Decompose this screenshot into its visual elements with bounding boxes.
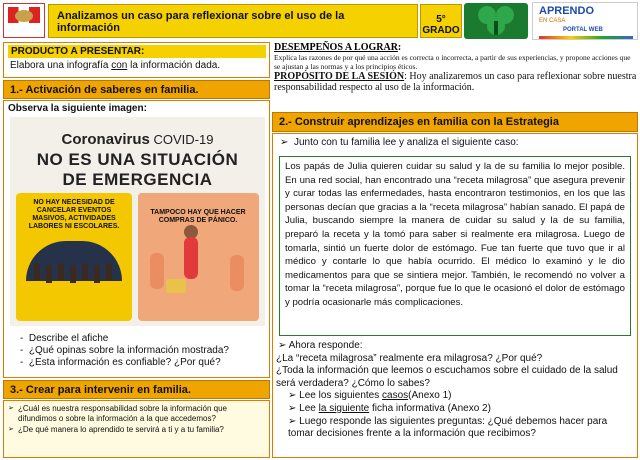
aprendo-en-casa-logo [532, 2, 638, 40]
arrow-icon: ➢ [288, 402, 297, 414]
section1-heading: 1.- Activación de saberes en familia. [3, 80, 270, 99]
product-text: Elabora una infografía con la información dada. [10, 60, 221, 71]
list-item: ➢ Lee la siguiente ficha informativa (Anexo 2) [288, 402, 491, 414]
school-logo [3, 3, 45, 38]
poster-title: Coronavirus COVID-19 [61, 131, 214, 148]
logo-line2: EN CASA [539, 18, 566, 24]
arrow-icon: ➢ [288, 415, 297, 427]
desempenos-text: Explica las razones de por qué una acción es correcta o incorrecta, a partir de sus experiencias, y propone acciones que se ajustan a las normas y a los principios éticos. [274, 53, 631, 71]
list-item: ¿Toda la información que leemos o escuchamos sobre el cuidado de la salud será verdadera? ¿Cómo lo sabes? [276, 365, 618, 389]
arrow-icon: ➢ [278, 340, 287, 351]
grade-badge: 5° GRADO [420, 4, 462, 38]
poster-right-panel [138, 193, 259, 321]
section2-heading: 2.- Construir aprendizajes en familia con la Estrategia [272, 112, 638, 132]
list-item: ¿La “receta milagrosa” realmente era milagrosa? ¿Por qué? [276, 352, 543, 364]
list-item: - Describe el afiche [20, 333, 109, 344]
poster-line3: DE EMERGENCIA [62, 170, 213, 189]
observe-label: Observa la siguiente imagen: [8, 103, 147, 114]
poster-right-text: TAMPOCO HAY QUE HACER COMPRAS DE PÁNICO. [150, 209, 246, 224]
list-item: - ¿Qué opinas sobre la información mostrada? [20, 345, 229, 356]
product-box [3, 42, 270, 78]
desempenos-box [274, 42, 638, 110]
crowd-illustration [26, 241, 122, 281]
section3-heading: 3.- Crear para intervenir en familia. [3, 380, 270, 399]
logo-line1: APRENDO [539, 5, 595, 17]
section2-intro: ➢ Junto con tu familia lee y analiza el siguiente caso: [280, 137, 519, 148]
product-heading: PRODUCTO A PRESENTAR: [8, 45, 266, 58]
covid-poster-image [10, 117, 265, 326]
desempenos-heading: DESEMPEÑOS A LOGRAR: [274, 42, 402, 53]
purpose-text: PROPÓSITO DE LA SESIÓN: Hoy analizaremos un caso para reflexionar sobre nuestra responsabilidad respecto al uso de la información. [274, 71, 637, 93]
logo-line3: PORTAL WEB [563, 27, 603, 33]
arrow-icon: ➢ [280, 137, 289, 148]
section1-questions [20, 333, 229, 369]
list-item: ➢ Luego responde las siguientes preguntas: ¿Qué debemos hacer para tomar decisiones frente a la información que recibimos? [288, 415, 608, 440]
basket-icon [166, 279, 186, 293]
section3-body [3, 400, 270, 458]
list-item: ➢ Lee los siguientes casos(Anexo 1) [288, 390, 452, 402]
list-item: ➢ ¿Cuál es nuestra responsabilidad sobre la información que difundimos o sobre la información a la que accedemos? [8, 404, 265, 423]
poster-left-panel [16, 193, 132, 321]
poster-left-text: NO HAY NECESIDAD DE CANCELAR EVENTOS MASIVOS, ACTIVIDADES LABORES NI ESCOLARES. [28, 199, 120, 230]
list-item: ➢ ¿De qué manera lo aprendido te servirá a ti y a tu familia? [8, 425, 265, 435]
list-item: - ¿Esta información es confiable? ¿Por qué? [20, 357, 221, 368]
logo-color-bar [539, 36, 633, 39]
page-title: Analizamos un caso para reflexionar sobre el uso de la información [48, 4, 418, 38]
case-story: Los papás de Julia quieren cuidar su salud y la de su familia lo mejor posible. En una red social, han encontrado una “receta milagrosa” que asegura prevenir y curar todas las enfermedades, hasta encontraron testimonios, en los que las personas decían que gracias a la “receta milagrosa” habían sanado. El papá de Julia, buscando siempre la manera de cuidar su salud y la de su familia, preparó la receta y la tomó para saber si realmente era milagrosa. Luego de tomarla, sintió un fuerte dolor de estómago. Fue tan fuerte que tuvo que ir al médico y contarle lo que había ocurrido. El médico lo examinó y le dio medicamentos para que se sintiera mejor. También, le recomendó no volver a tomar la “receta milagrosa”, porque fue lo que le ocasionó el dolor de estómago y podría ocasionarle más complicaciones. [279, 156, 631, 336]
list-item: ➢ Ahora responde: [278, 340, 363, 351]
section2-questions [276, 340, 634, 441]
arrow-icon: ➢ [288, 390, 297, 402]
clover-logo [464, 3, 528, 39]
poster-line2: NO ES UNA SITUACIÓN [36, 150, 239, 169]
seal-icon [15, 10, 33, 22]
